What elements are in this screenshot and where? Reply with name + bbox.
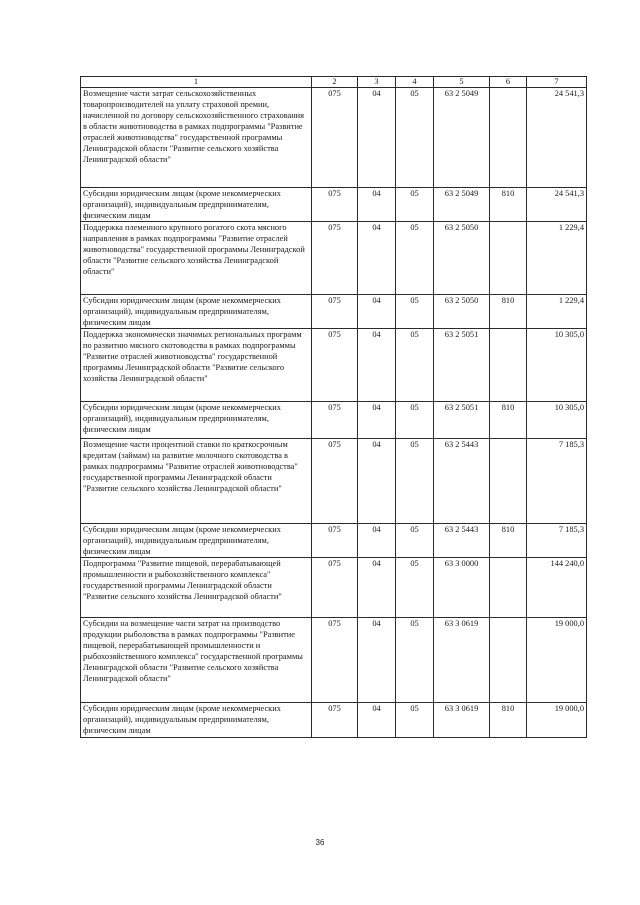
table-row bbox=[81, 558, 587, 618]
cell-section: 04 bbox=[358, 329, 396, 402]
cell-ministry-code: 075 bbox=[312, 618, 358, 703]
cell-amount: 19 000,0 bbox=[527, 703, 587, 738]
row-description: Субсидии юридическим лицам (кроме некоммерческих организаций), индивидуальным предпринимателям, физическим лицам bbox=[81, 295, 312, 329]
row-description: Субсидии юридическим лицам (кроме некоммерческих организаций), индивидуальным предпринимателям, физическим лицам bbox=[81, 402, 312, 439]
cell-section: 04 bbox=[358, 188, 396, 222]
cell-subsection: 05 bbox=[396, 439, 434, 524]
cell-target-article: 63 2 5049 bbox=[434, 88, 490, 188]
cell-section: 04 bbox=[358, 88, 396, 188]
cell-subsection: 05 bbox=[396, 402, 434, 439]
page-number: 36 bbox=[315, 838, 325, 847]
cell-ministry-code: 075 bbox=[312, 88, 358, 188]
table-row bbox=[81, 618, 587, 703]
row-description: Поддержка экономически значимых региональных программ по развитию мясного скотоводства в рамках подпрограммы "Развитие отраслей животноводства" государственной программы Ленинградской области "Развитие сельского хозяйства Ленинградской области" bbox=[81, 329, 312, 402]
cell-ministry-code: 075 bbox=[312, 703, 358, 738]
cell-subsection: 05 bbox=[396, 295, 434, 329]
cell-expense-type bbox=[490, 558, 527, 618]
cell-expense-type: 810 bbox=[490, 295, 527, 329]
cell-amount: 10 305,0 bbox=[527, 402, 587, 439]
table-header-row bbox=[81, 77, 587, 88]
cell-amount: 1 229,4 bbox=[527, 222, 587, 295]
table-row bbox=[81, 703, 587, 738]
row-description: Поддержка племенного крупного рогатого скота мясного направления в рамках подпрограммы "Развитие отраслей животноводства" государственной программы Ленинградской области "Развитие сельского хозяйства Ленинградской области" bbox=[81, 222, 312, 295]
column-header-5: 5 bbox=[434, 77, 490, 88]
cell-section: 04 bbox=[358, 524, 396, 558]
cell-subsection: 05 bbox=[396, 703, 434, 738]
row-description: Подпрограмма "Развитие пищевой, перерабатывающей промышленности и рыбохозяйственного комплекса" государственной программы Ленинградской области "Развитие сельского хозяйства Ленинградской области" bbox=[81, 558, 312, 618]
row-description: Субсидии юридическим лицам (кроме некоммерческих организаций), индивидуальным предпринимателям, физическим лицам bbox=[81, 188, 312, 222]
cell-target-article: 63 2 5050 bbox=[434, 295, 490, 329]
cell-section: 04 bbox=[358, 295, 396, 329]
cell-expense-type bbox=[490, 439, 527, 524]
cell-ministry-code: 075 bbox=[312, 329, 358, 402]
cell-section: 04 bbox=[358, 402, 396, 439]
cell-expense-type: 810 bbox=[490, 188, 527, 222]
column-header-2: 2 bbox=[312, 77, 358, 88]
cell-target-article: 63 2 5049 bbox=[434, 188, 490, 222]
row-description: Субсидии на возмещение части затрат на производство продукции рыболовства в рамках подпрограммы "Развитие пищевой, перерабатывающей промышленности и рыбохозяйственного комплекса" государственной программы Ленинградской области "Развитие сельского хозяйства Ленинградской области" bbox=[81, 618, 312, 703]
cell-target-article: 63 2 5051 bbox=[434, 329, 490, 402]
cell-expense-type bbox=[490, 329, 527, 402]
column-header-6: 6 bbox=[490, 77, 527, 88]
cell-amount: 7 185,3 bbox=[527, 524, 587, 558]
cell-expense-type: 810 bbox=[490, 703, 527, 738]
table-row bbox=[81, 88, 587, 188]
table-row bbox=[81, 295, 587, 329]
cell-expense-type bbox=[490, 222, 527, 295]
cell-ministry-code: 075 bbox=[312, 295, 358, 329]
cell-expense-type: 810 bbox=[490, 402, 527, 439]
column-header-7: 7 bbox=[527, 77, 587, 88]
cell-amount: 7 185,3 bbox=[527, 439, 587, 524]
cell-subsection: 05 bbox=[396, 88, 434, 188]
column-header-3: 3 bbox=[358, 77, 396, 88]
cell-target-article: 63 3 0619 bbox=[434, 703, 490, 738]
cell-target-article: 63 3 0619 bbox=[434, 618, 490, 703]
table-row bbox=[81, 402, 587, 439]
budget-table bbox=[80, 76, 587, 738]
cell-ministry-code: 075 bbox=[312, 188, 358, 222]
cell-amount: 144 240,0 bbox=[527, 558, 587, 618]
row-description: Возмещение части затрат сельскохозяйственных товаропроизводителей на уплату страховой премии, начисленной по договору сельскохозяйственного страхования в области животноводства в рамках подпрограммы "Развитие отраслей животноводства" государственной программы Ленинградской области "Развитие сельского хозяйства Ленинградской области" bbox=[81, 88, 312, 188]
cell-subsection: 05 bbox=[396, 222, 434, 295]
row-description: Субсидии юридическим лицам (кроме некоммерческих организаций), индивидуальным предпринимателям, физическим лицам bbox=[81, 524, 312, 558]
table-row bbox=[81, 524, 587, 558]
cell-section: 04 bbox=[358, 618, 396, 703]
column-header-4: 4 bbox=[396, 77, 434, 88]
cell-ministry-code: 075 bbox=[312, 558, 358, 618]
cell-ministry-code: 075 bbox=[312, 439, 358, 524]
cell-subsection: 05 bbox=[396, 329, 434, 402]
cell-subsection: 05 bbox=[396, 524, 434, 558]
cell-subsection: 05 bbox=[396, 558, 434, 618]
cell-expense-type: 810 bbox=[490, 524, 527, 558]
cell-ministry-code: 075 bbox=[312, 222, 358, 295]
column-header-1: 1 bbox=[81, 77, 312, 88]
cell-amount: 24 541,3 bbox=[527, 188, 587, 222]
cell-target-article: 63 2 5051 bbox=[434, 402, 490, 439]
cell-ministry-code: 075 bbox=[312, 402, 358, 439]
cell-section: 04 bbox=[358, 703, 396, 738]
cell-amount: 10 305,0 bbox=[527, 329, 587, 402]
table-row bbox=[81, 188, 587, 222]
table-row bbox=[81, 222, 587, 295]
cell-section: 04 bbox=[358, 558, 396, 618]
table-row bbox=[81, 329, 587, 402]
row-description: Возмещение части процентной ставки по краткосрочным кредитам (займам) на развитие молочного скотоводства в рамках подпрограммы "Развитие отраслей животноводства" государственной программы Ленинградской области "Развитие сельского хозяйства Ленинградской области" bbox=[81, 439, 312, 524]
cell-amount: 19 000,0 bbox=[527, 618, 587, 703]
cell-expense-type bbox=[490, 88, 527, 188]
cell-subsection: 05 bbox=[396, 618, 434, 703]
cell-target-article: 63 3 0000 bbox=[434, 558, 490, 618]
cell-subsection: 05 bbox=[396, 188, 434, 222]
cell-section: 04 bbox=[358, 222, 396, 295]
cell-ministry-code: 075 bbox=[312, 524, 358, 558]
table-row bbox=[81, 439, 587, 524]
cell-amount: 24 541,3 bbox=[527, 88, 587, 188]
cell-target-article: 63 2 5050 bbox=[434, 222, 490, 295]
cell-section: 04 bbox=[358, 439, 396, 524]
cell-target-article: 63 2 5443 bbox=[434, 524, 490, 558]
row-description: Субсидии юридическим лицам (кроме некоммерческих организаций), индивидуальным предпринимателям, физическим лицам bbox=[81, 703, 312, 738]
cell-expense-type bbox=[490, 618, 527, 703]
cell-amount: 1 229,4 bbox=[527, 295, 587, 329]
cell-target-article: 63 2 5443 bbox=[434, 439, 490, 524]
